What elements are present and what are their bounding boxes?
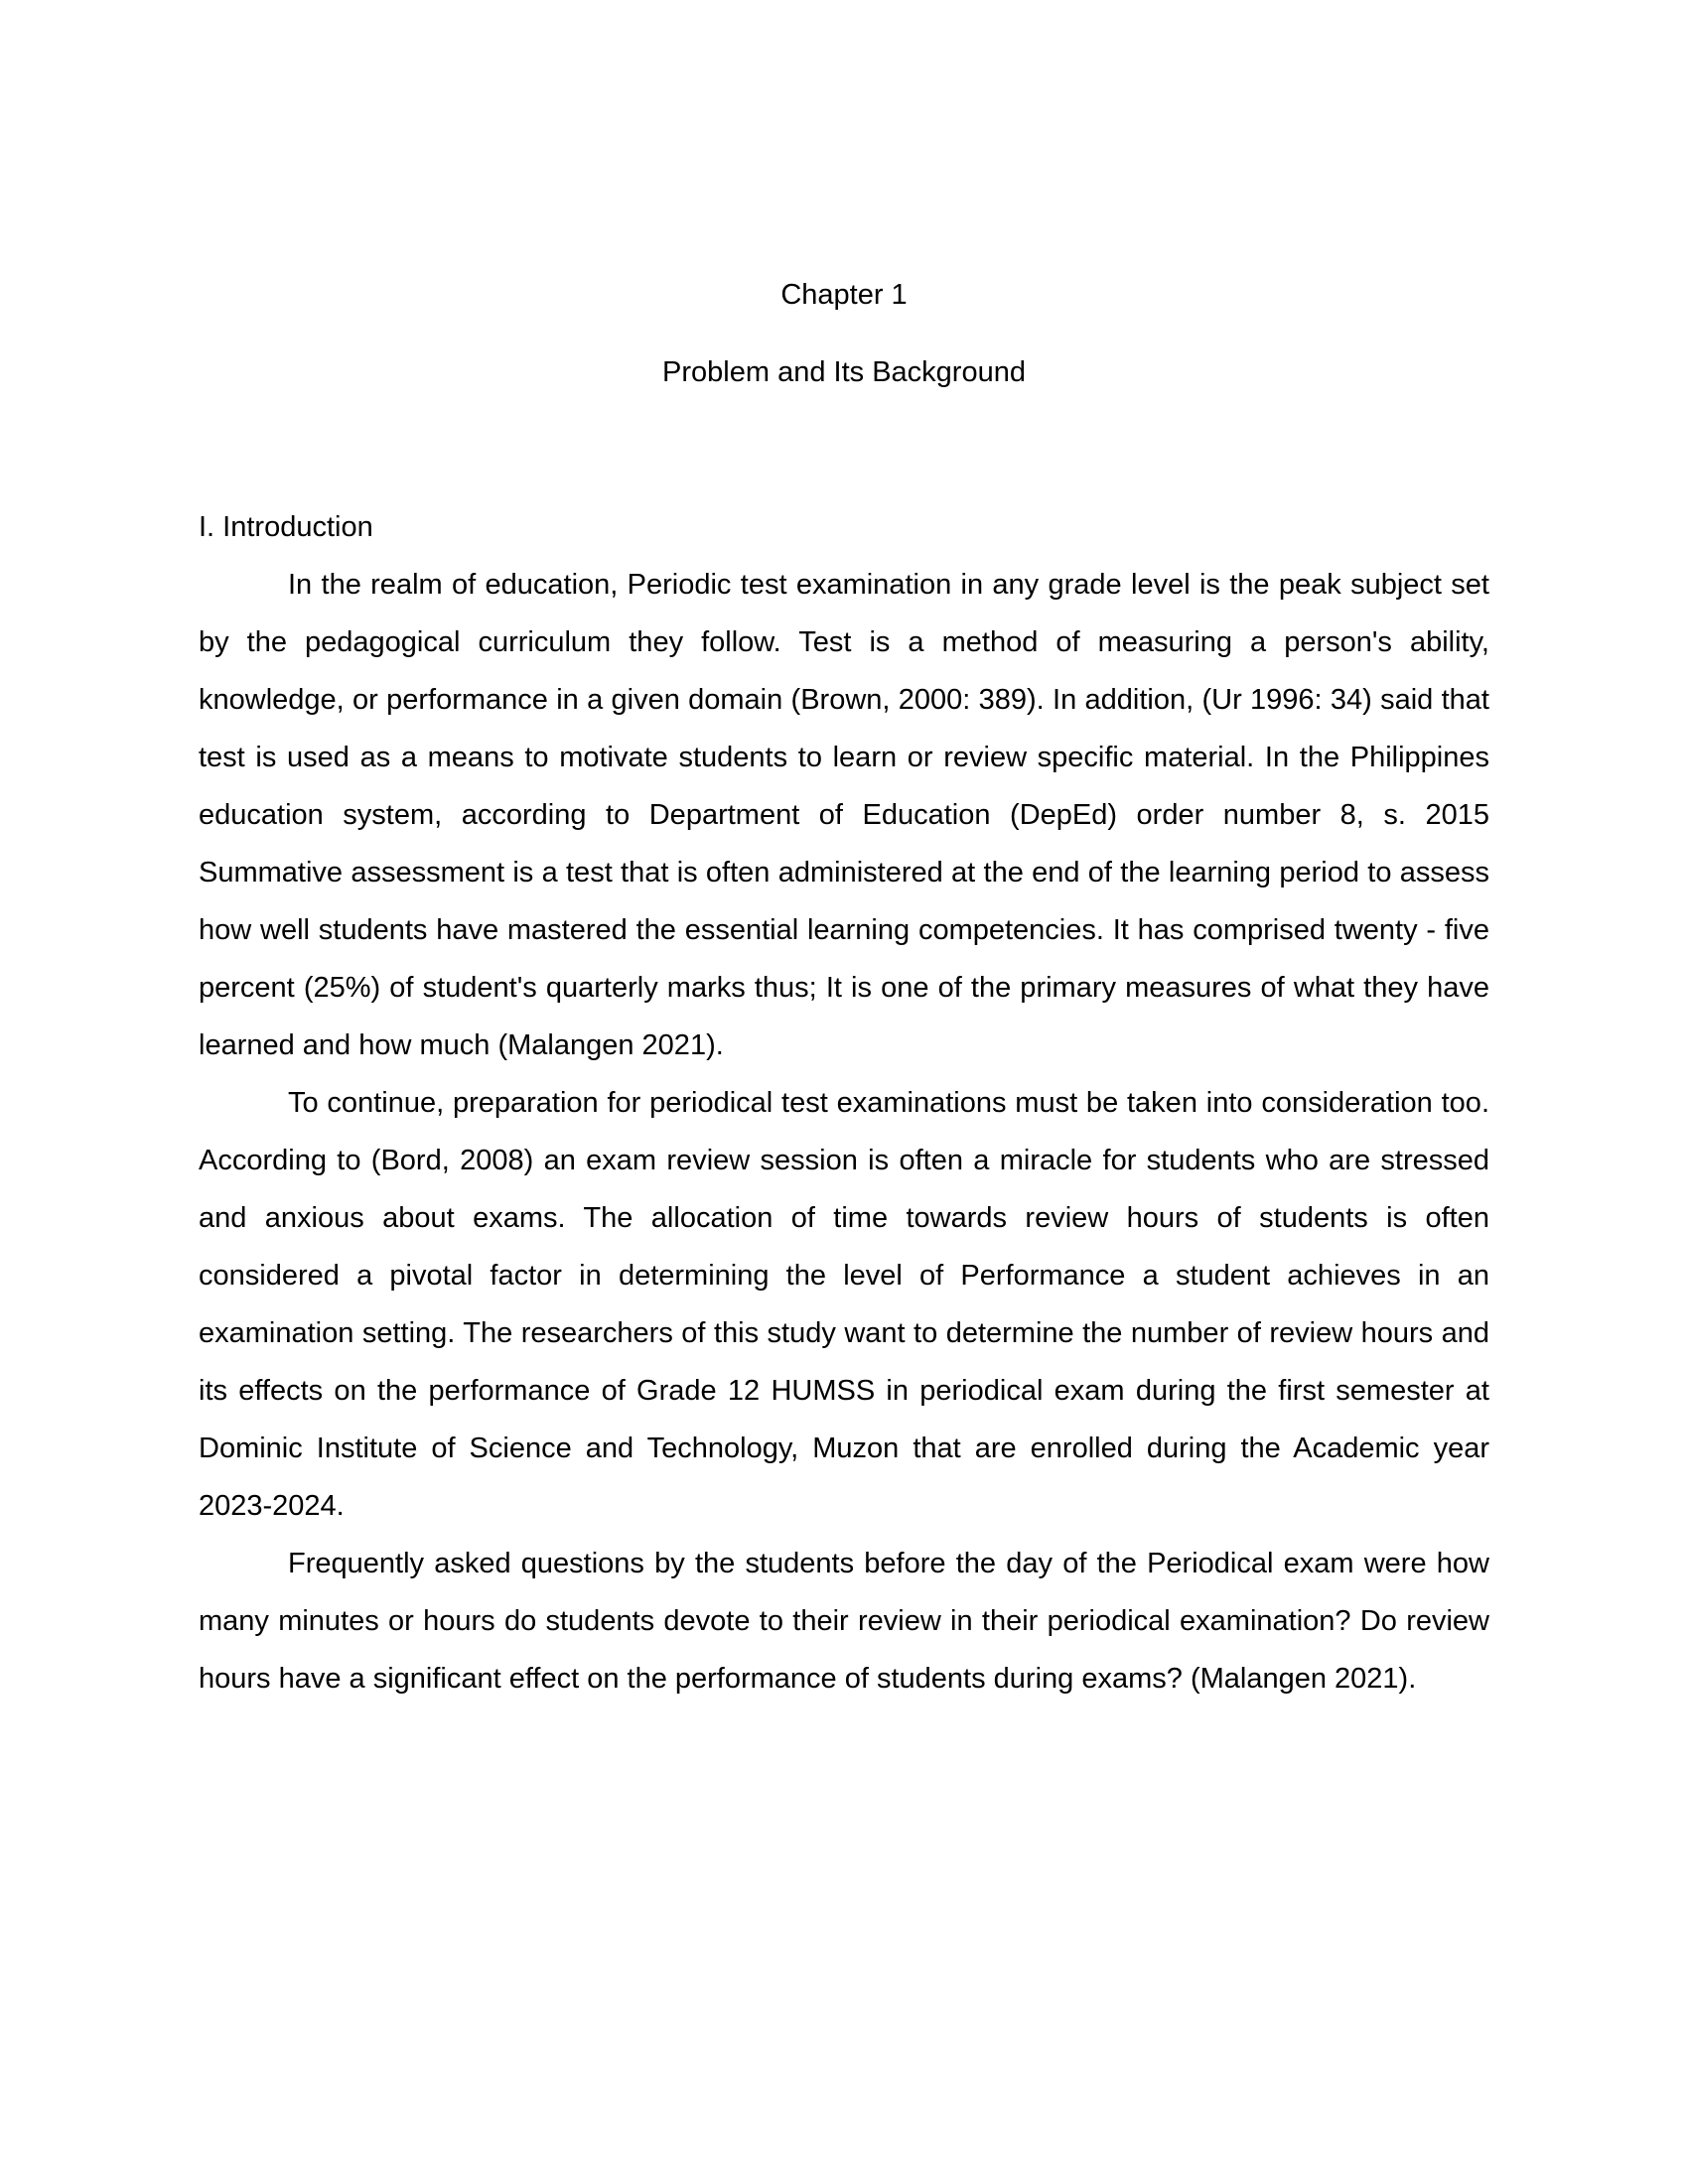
body-paragraph-1: In the realm of education, Periodic test examination in any grade level is the peak subject set by the pedagogical curriculum they follow. Test is a method of measuring a person's ability, knowledge, or performance in a given domain (Brown, 2000: 389). In addition, (Ur 1996: 34) said that test is used as a means to motivate students to learn or review specific material. In the Philippines education system, according to Department of Education (DepEd) order number 8, s. 2015 Summative assessment is a test that is often administered at the end of the learning period to assess how well students have mastered the essential learning competencies. It has comprised twenty - five percent (25%) of student's quarterly marks thus; It is one of the primary measures of what they have learned and how much (Malangen 2021). (199, 569, 1489, 1061)
document-content (199, 0, 1489, 1707)
section-heading-introduction: I. Introduction (199, 511, 373, 543)
body-paragraph-3: Frequently asked questions by the students before the day of the Periodical exam were how many minutes or hours do students devote to their review in their periodical examination? Do review hours have a significant effect on the performance of students during exams? (Malangen 2021). (199, 1548, 1489, 1695)
body-paragraph-2: To continue, preparation for periodical test examinations must be taken into consideration too. According to (Bord, 2008) an exam review session is often a miracle for students who are stressed and anxious about exams. The allocation of time towards review hours of students is often considered a pivotal factor in determining the level of Performance a student achieves in an examination setting. The researchers of this study want to determine the number of review hours and its effects on the performance of Grade 12 HUMSS in periodical exam during the first semester at Dominic Institute of Science and Technology, Muzon that are enrolled during the Academic year 2023-2024. (199, 1087, 1489, 1522)
chapter-subtitle: Problem and Its Background (662, 356, 1026, 388)
chapter-title: Chapter 1 (780, 279, 908, 311)
